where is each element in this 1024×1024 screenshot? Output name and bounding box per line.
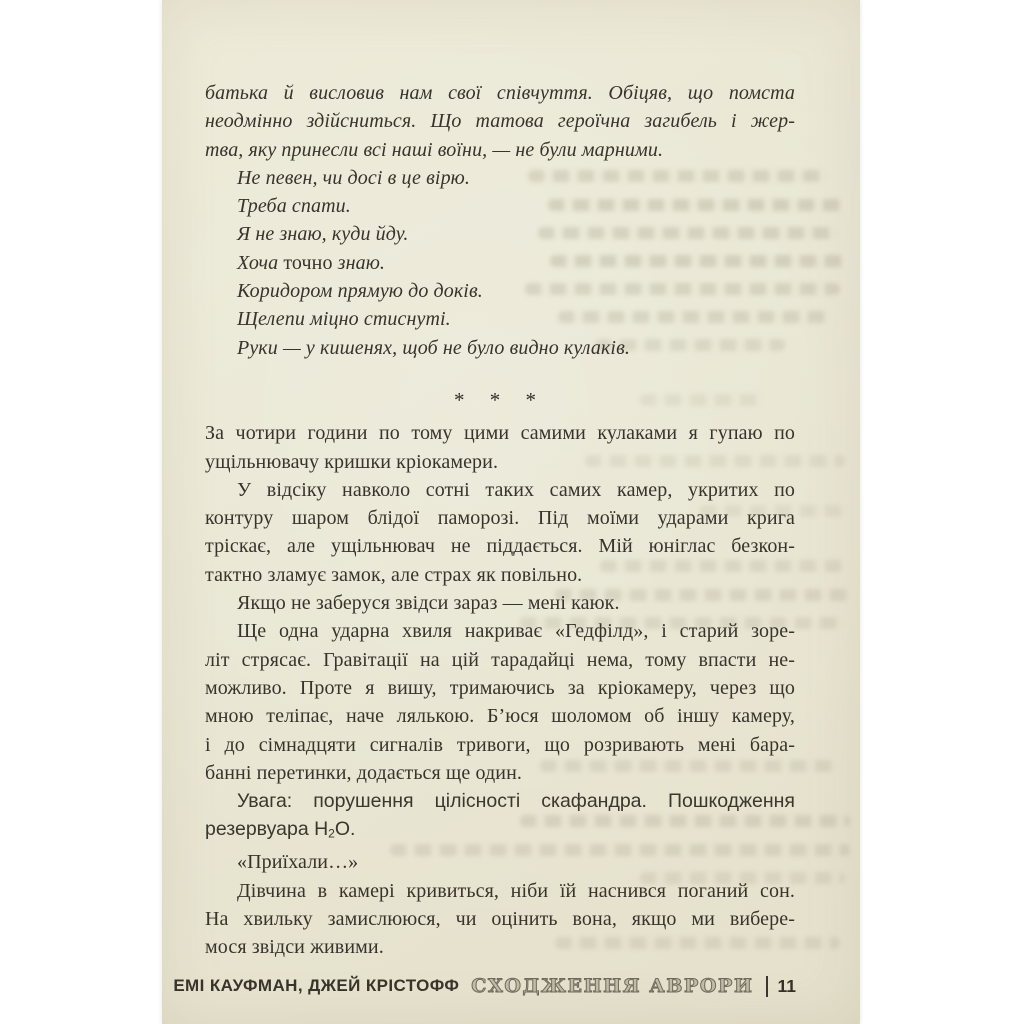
- book-page: [162, 0, 860, 1024]
- text-line: Коридором прямую до доків.: [237, 280, 483, 303]
- text-line: Не певен, чи досі в це вірю.: [237, 166, 470, 189]
- text-line: мося звідси живими.: [205, 936, 384, 959]
- paragraph: [205, 79, 795, 164]
- paragraph: [205, 192, 795, 220]
- text-line: літ стрясає. Гравітації на цій тарадайці нема, тому впасти не-: [205, 648, 795, 671]
- text-line: мною теліпає, наче лялькою. Б’юся шоломом об іншу камеру,: [205, 705, 795, 728]
- text-line: контуру шаром блідої паморозі. Під моїми ударами крига: [205, 507, 795, 530]
- text-line: Дівчина в камері кривиться, ніби їй наснився поганий сон.: [237, 879, 795, 902]
- paragraph: [205, 334, 795, 362]
- text-line: Увага: порушення цілісності скафандра. Пошкодження: [237, 790, 795, 813]
- text-line: неодмінно здійсниться. Що татова героїчна загибель і жер-: [205, 110, 795, 133]
- footer-divider: [766, 976, 768, 997]
- text-line: тактно зламує замок, але страх як повільно.: [205, 563, 583, 586]
- paragraph: [205, 476, 795, 589]
- footer-book-title: СХОДЖЕННЯ АВРОРИ: [471, 975, 754, 997]
- paragraph: [205, 305, 795, 333]
- text-line: і до сімнадцяти сигналів тривоги, що розривають мені бара-: [205, 733, 795, 756]
- text-line: За чотири години по тому цими самими кулаками я гупаю по: [205, 422, 795, 445]
- text-segment: знаю.: [332, 251, 386, 274]
- paragraph: [205, 589, 795, 617]
- text-line: * * *: [454, 387, 546, 412]
- text-segment: резервуара Н: [205, 818, 329, 841]
- text-segment: Хоча: [237, 251, 284, 274]
- footer-authors: ЕМІ КАУФМАН, ДЖЕЙ КРІСТОФФ: [173, 976, 460, 995]
- text-line: [205, 815, 795, 848]
- paragraph: [205, 617, 795, 787]
- paragraph: [205, 220, 795, 248]
- scene-break-separator: [205, 382, 795, 410]
- text-segment: О.: [334, 818, 356, 841]
- paragraph: [205, 249, 795, 277]
- page-number: 11: [777, 975, 796, 996]
- text-line: «Приїхали…»: [237, 851, 359, 874]
- paragraph: [205, 419, 795, 476]
- text-line: Щелепи міцно стиснуті.: [237, 308, 451, 331]
- text-line: У відсіку навколо сотні таких самих камер, укритих по: [237, 478, 795, 501]
- text-line: Руки — у кишенях, щоб не було видно кулаків.: [237, 336, 630, 359]
- text-line: Треба спати.: [237, 195, 351, 218]
- text-line: батька й висловив нам свої співчуття. Обіцяв, що помста: [205, 82, 795, 104]
- text-segment: точно: [283, 251, 333, 274]
- text-line: [205, 249, 795, 277]
- paragraph: [205, 277, 795, 305]
- text-line: Я не знаю, куди йду.: [237, 223, 409, 246]
- paragraph: [205, 787, 795, 848]
- text-line: банні перетинки, додається ще один.: [205, 761, 522, 784]
- text-line: можливо. Проте я вишу, тримаючись за кріокамеру, через що: [205, 676, 795, 699]
- text-line: На хвильку замислююся, чи оцінить вона, якщо ми вибере-: [205, 907, 795, 930]
- text-line: тріскає, але ущільнювач не піддається. Мій юніглас безкон-: [205, 535, 795, 558]
- paragraph: [205, 164, 795, 192]
- page-text-block: [205, 79, 795, 962]
- paragraph: [205, 848, 795, 876]
- text-line: Якщо не заберуся звідси зараз — мені каюк.: [237, 592, 620, 615]
- page-footer: [173, 971, 796, 1001]
- text-segment: 2: [328, 827, 335, 842]
- text-line: Ще одна ударна хвиля накриває «Гедфілд», і старий зоре-: [237, 620, 795, 643]
- text-line: ущільнювачу кришки кріокамери.: [205, 450, 499, 473]
- text-line: тва, яку принесли всі наші воїни, — не були марними.: [205, 138, 664, 161]
- paragraph: [205, 877, 795, 962]
